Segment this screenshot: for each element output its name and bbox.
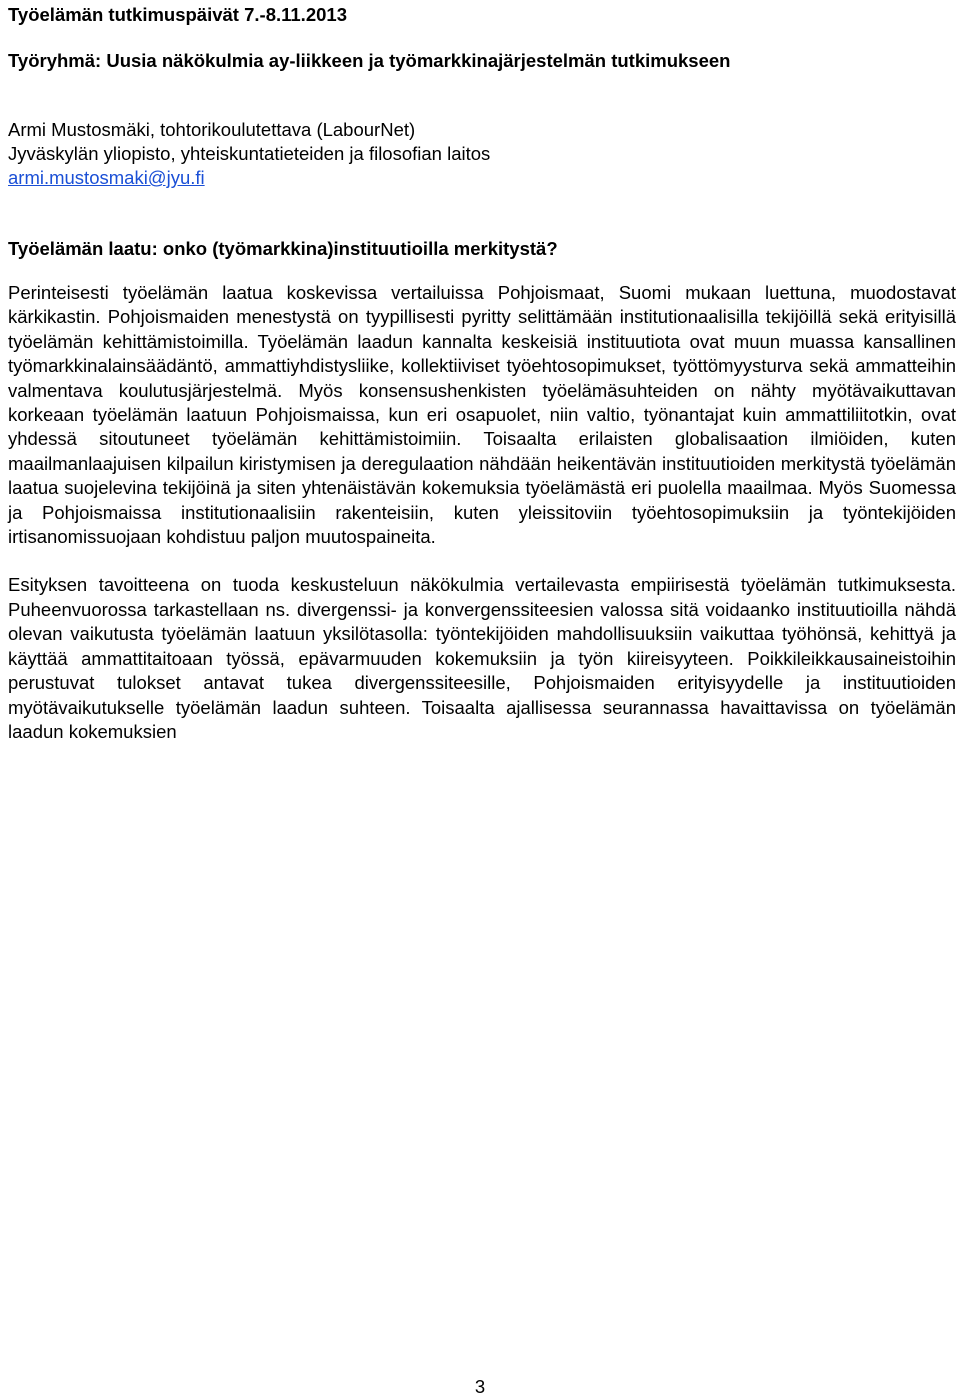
author-email-link[interactable]: armi.mustosmaki@jyu.fi: [8, 167, 205, 188]
abstract-title: Työelämän laatu: onko (työmarkkina)instituutioilla merkitystä?: [8, 238, 558, 259]
working-group-title: Työryhmä: Uusia näkökulmia ay-liikkeen ja työmarkkinajärjestelmän tutkimukseen: [8, 50, 731, 71]
document-page: [8, 4, 956, 744]
author-affiliation: Jyväskylän yliopisto, yhteiskuntatieteiden ja filosofian laitos: [8, 143, 491, 164]
abstract-paragraph-2: Esityksen tavoitteena on tuoda keskusteluun näkökulmia vertailevasta empiirisestä työelämän tutkimuksesta. Puheenvuorossa tarkastellaan ns. divergenssi- ja konvergenssiteesien valossa sitä voidaanko instituutioilla nähdä olevan vaikutusta työelämän laatuun yksilötasolla: työntekijöiden mahdollisuuksiin vaikuttaa työhönsä, kehittyä ja käyttää ammattitaitoaan työssä, epävarmuuden kokemuksiin ja työn kiireisyyteen. Poikkileikkausaineistoihin perustuvat tulokset antavat tukea divergenssiteesille, Pohjoismaiden erityisyydelle ja instituutioiden myötävaikutukselle työelämän laadun suhteen. Toisaalta ajallisessa seurannassa havaittavissa on työelämän laadun kokemuksien: [8, 574, 956, 742]
author-name: Armi Mustosmäki, tohtorikoulutettava (LabourNet): [8, 119, 416, 140]
event-title: Työelämän tutkimuspäivät 7.-8.11.2013: [8, 4, 347, 25]
author-block: [8, 118, 956, 190]
abstract-paragraph-1: Perinteisesti työelämän laatua koskevissa vertailuissa Pohjoismaat, Suomi mukaan luettuna, muodostavat kärkikastin. Pohjoismaiden menestystä on tyypillisesti pyritty selittämään institutionaalisilla tekijöillä sekä erityisillä työelämän kehittämistoimilla. Työelämän laadun kannalta keskeisiä instituutiota ovat muun muassa kansallinen työmarkkinalainsäädäntö, ammattiyhdistysliike, kollektiiviset työehtosopimukset, työttömyysturva sekä ammatteihin valmentava koulutusjärjestelmä. Myös konsensushenkisten työelämäsuhteiden on nähty myötävaikuttavan korkeaan työelämän laatuun Pohjoismaissa, kun eri osapuolet, niin valtio, työnantajat kuin ammattiliitotkin, ovat yhdessä sitoutuneet työelämän kehittämistoimiin. Toisaalta erilaisten globalisaation ilmiöiden, kuten maailmanlaajuisen kilpailun kiristymisen ja deregulaation nähdään heikentävän instituutioiden merkitystä työelämän laatua suojelevina tekijöinä ja siten yhtenäistävän kokemuksia työelämästä eri puolella maailmaa. Myös Suomessa ja Pohjoismaissa institutionaalisiin rakenteisiin, kuten yleissitoviin työehtosopimuksiin ja työntekijöiden irtisanomissuojaan kohdistuu paljon muutospaineita.: [8, 282, 956, 548]
page-number: 3: [474, 1376, 486, 1397]
